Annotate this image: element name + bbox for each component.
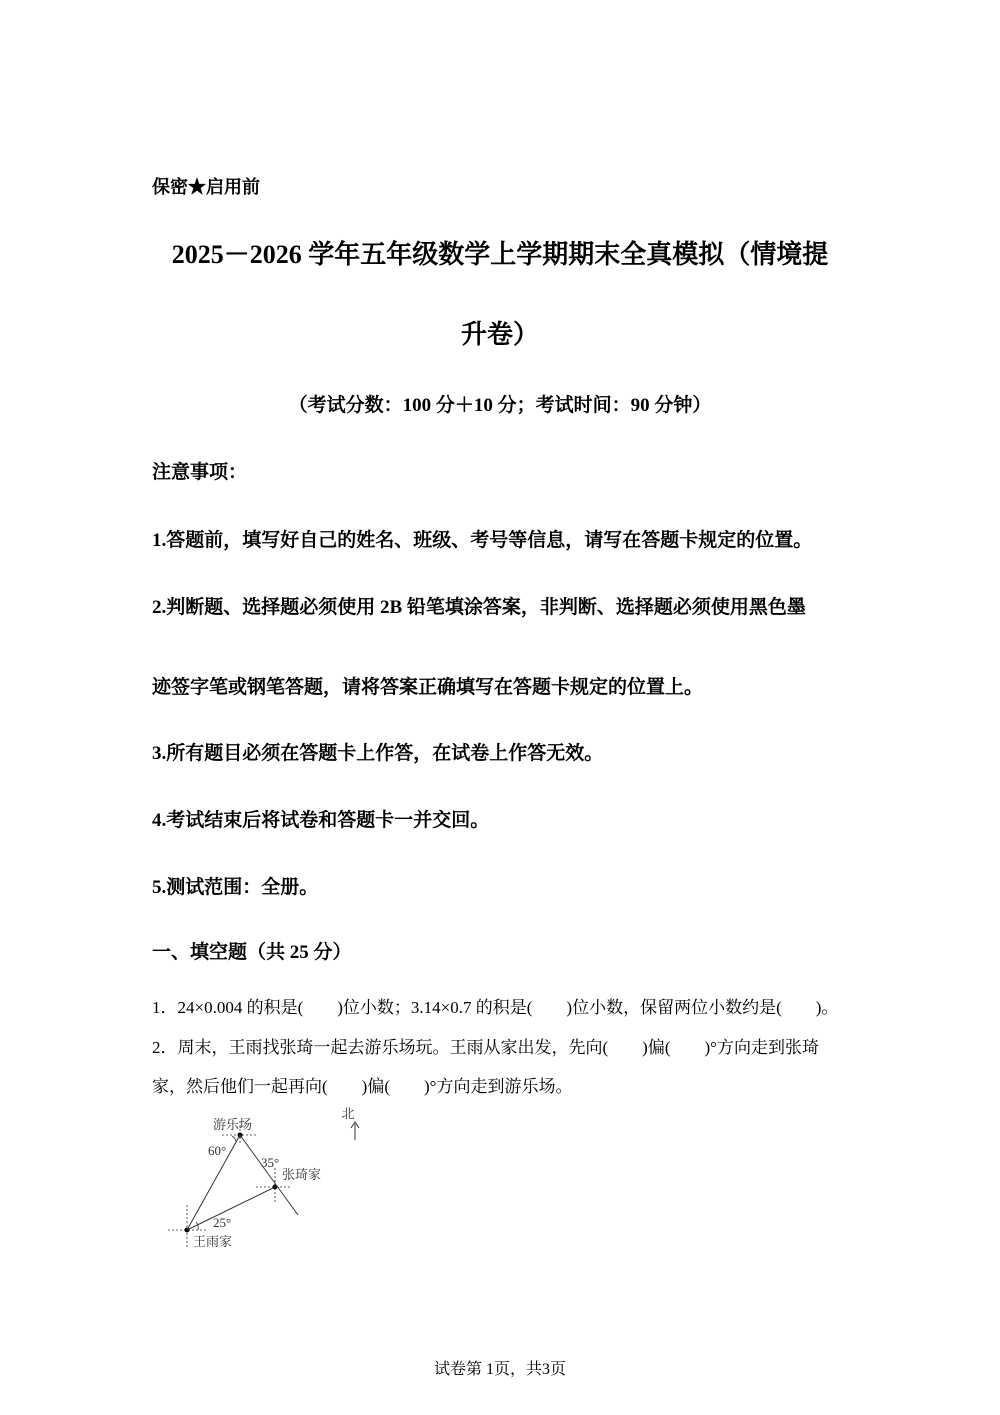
- zhang-angle-label: 35°: [261, 1155, 280, 1170]
- question-2-line-2: 家，然后他们一起再向( )偏( )°方向走到游乐场。: [152, 1077, 573, 1096]
- notice-item-4: 4.考试结束后将试卷和答题卡一并交回。: [152, 810, 490, 831]
- notice-item-2-continued: 迹签字笔或钢笔答题，请将答案正确填写在答题卡规定的位置上。: [152, 677, 704, 698]
- notice-heading: 注意事项：: [152, 462, 248, 483]
- wang-angle-label: 25°: [213, 1215, 232, 1230]
- north-label: 北: [341, 1106, 355, 1121]
- park-angle-arc: [232, 1136, 236, 1142]
- page-title-line-2: 升卷）: [460, 320, 539, 349]
- wang-home-label: 王雨家: [193, 1234, 233, 1249]
- page-title-line-1: 2025－2026 学年五年级数学上学期期末全真模拟（情境提: [171, 240, 829, 269]
- notice-item-5: 5.测试范围：全册。: [152, 877, 319, 898]
- park-angle-label: 60°: [208, 1143, 227, 1158]
- secret-label: 保密★启用前: [152, 177, 260, 197]
- notice-item-1: 1.答题前，填写好自己的姓名、班级、考号等信息，请写在答题卡规定的位置。: [152, 530, 813, 551]
- section-heading: 一、填空题（共 25 分）: [152, 942, 352, 963]
- wang-angle-arc: [196, 1222, 198, 1230]
- direction-diagram: [160, 1103, 360, 1253]
- question-1: 1．24×0.004 的积是( )位小数；3.14×0.7 的积是( )位小数，保留两位小数约是( )。: [152, 998, 839, 1017]
- notice-item-2: 2.判断题、选择题必须使用 2B 铅笔填涂答案，非判断、选择题必须使用黑色墨: [152, 597, 806, 618]
- exam-info: （考试分数：100 分＋10 分；考试时间：90 分钟）: [288, 395, 712, 416]
- page-footer: 试卷第 1页，共3页: [433, 1361, 566, 1378]
- notice-item-3: 3.所有题目必须在答题卡上作答，在试卷上作答无效。: [152, 743, 604, 764]
- question-2-line-1: 2．周末，王雨找张琦一起去游乐场玩。王雨从家出发，先向( )偏( )°方向走到张琦: [152, 1038, 819, 1057]
- park-label: 游乐场: [213, 1117, 253, 1132]
- zhang-home-label: 张琦家: [282, 1167, 322, 1182]
